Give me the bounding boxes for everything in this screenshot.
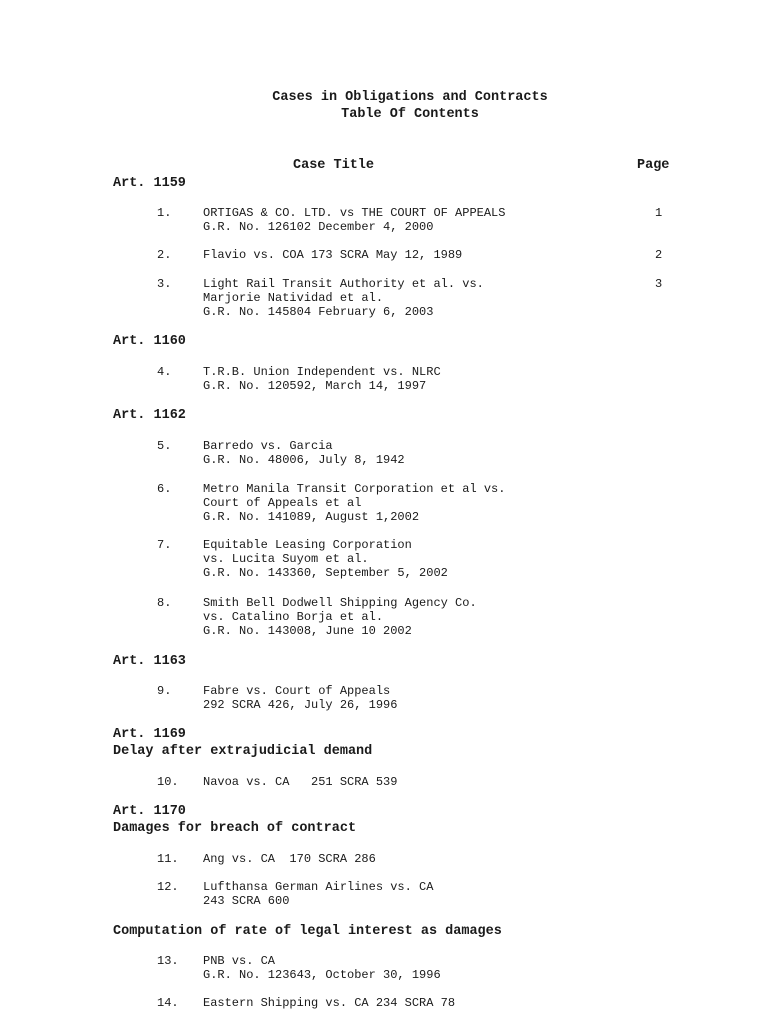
entry-text: Barredo vs. Garcia G.R. No. 48006, July 8, 1942 [203,439,405,468]
entry-number: 1. [157,206,172,220]
entry-number: 12. [157,880,179,894]
section-heading: Art. 1170 [113,804,186,819]
entry-page: 1 [655,206,663,220]
entry-page: 3 [655,277,663,291]
entry-text: T.R.B. Union Independent vs. NLRC G.R. No. 120592, March 14, 1997 [203,365,441,394]
entry-number: 13. [157,954,179,968]
section-subheading: Computation of rate of legal interest as damages [113,924,502,939]
entry-number: 6. [157,482,172,496]
column-header-page: Page [637,158,670,173]
section-subheading: Damages for breach of contract [113,821,357,836]
section-heading: Art. 1159 [113,176,186,191]
section-heading: Art. 1163 [113,654,186,669]
section-heading: Art. 1162 [113,408,186,423]
entry-text: PNB vs. CA G.R. No. 123643, October 30, 1996 [203,954,441,983]
section-heading: Art. 1160 [113,334,186,349]
entry-text: Navoa vs. CA 251 SCRA 539 [203,775,398,789]
section-heading: Art. 1169 [113,727,186,742]
entry-number: 7. [157,538,172,552]
entry-text: Lufthansa German Airlines vs. CA 243 SCRA 600 [203,880,434,909]
entry-text: Flavio vs. COA 173 SCRA May 12, 1989 [203,248,463,262]
entry-text: Smith Bell Dodwell Shipping Agency Co. vs. Catalino Borja et al. G.R. No. 143008, June 10 2002 [203,596,477,639]
entry-number: 11. [157,852,179,866]
entry-text: Equitable Leasing Corporation vs. Lucita Suyom et al. G.R. No. 143360, September 5, 2002 [203,538,448,581]
entry-text: Metro Manila Transit Corporation et al vs. Court of Appeals et al G.R. No. 141089, August 1,2002 [203,482,506,525]
section-subheading: Delay after extrajudicial demand [113,744,373,759]
entry-number: 14. [157,996,179,1010]
entry-number: 8. [157,596,172,610]
document-subtitle: Table Of Contents [341,107,479,122]
document-title: Cases in Obligations and Contracts [272,90,548,105]
entry-number: 9. [157,684,172,698]
entry-number: 2. [157,248,172,262]
entry-number: 4. [157,365,172,379]
entry-text: Ang vs. CA 170 SCRA 286 [203,852,376,866]
entry-number: 10. [157,775,179,789]
entry-text: Eastern Shipping vs. CA 234 SCRA 78 [203,996,456,1010]
entry-text: Fabre vs. Court of Appeals 292 SCRA 426, July 26, 1996 [203,684,398,713]
entry-text: ORTIGAS & CO. LTD. vs THE COURT OF APPEALS G.R. No. 126102 December 4, 2000 [203,206,506,235]
entry-text: Light Rail Transit Authority et al. vs. Marjorie Natividad et al. G.R. No. 145804 February 6, 2003 [203,277,484,320]
column-header-case-title: Case Title [293,158,375,173]
entry-page: 2 [655,248,663,262]
entry-number: 3. [157,277,172,291]
entry-number: 5. [157,439,172,453]
